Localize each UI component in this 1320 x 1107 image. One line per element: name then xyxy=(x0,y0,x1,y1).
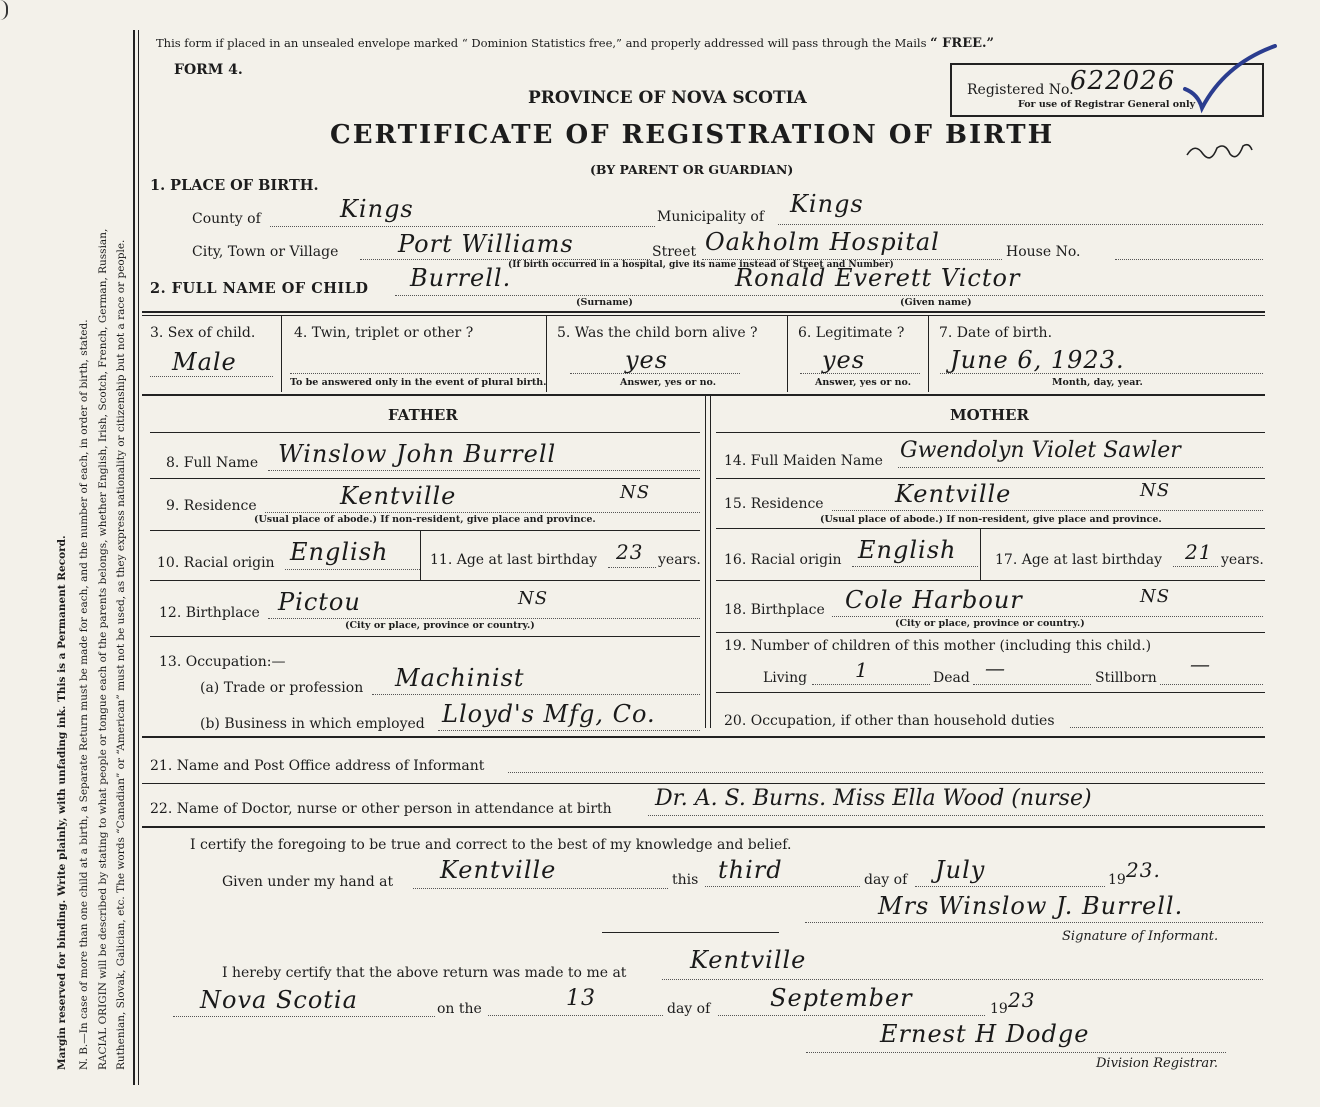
mother-name-line xyxy=(898,467,1263,468)
city-field[interactable]: Port Williams xyxy=(398,230,574,258)
mother-rule-6 xyxy=(716,692,1265,693)
father-residence-line xyxy=(265,512,700,513)
mother-rule-4 xyxy=(716,580,1265,581)
dob-label: 7. Date of birth. xyxy=(939,325,1053,341)
informant-signature[interactable]: Mrs Winslow J. Burrell. xyxy=(878,892,1184,920)
registrar-signature-line xyxy=(806,1052,1226,1053)
margin-line-inner xyxy=(138,30,139,1085)
sex-line xyxy=(150,376,273,377)
informant-label: 21. Name and Post Office address of Informant xyxy=(150,758,485,774)
mother-age-label: 17. Age at last birthday xyxy=(995,552,1163,568)
row3-divider-4 xyxy=(928,316,929,392)
living-line xyxy=(812,684,930,685)
month-field[interactable]: July xyxy=(935,856,986,884)
this-line xyxy=(705,886,860,887)
mother-birthplace-label: 18. Birthplace xyxy=(724,602,825,618)
mother-heading: MOTHER xyxy=(950,406,1029,424)
twin-line xyxy=(290,373,540,374)
father-racial-field[interactable]: English xyxy=(290,538,389,566)
stillborn-label: Stillborn xyxy=(1095,670,1157,686)
side-note-racial-1: RACIAL ORIGIN will be described by stating to what people or tongue each of the parents belongs, whether English, Irish, Scotch, French, German, Russian, xyxy=(97,228,109,1070)
registered-number: 622026 xyxy=(1070,66,1176,96)
mother-residence-line xyxy=(832,510,1263,511)
trade-line xyxy=(372,694,700,695)
dead-line xyxy=(973,684,1091,685)
registrar-province-line xyxy=(173,1016,435,1017)
father-residence-prov[interactable]: NS xyxy=(620,482,651,503)
doctor-line xyxy=(648,815,1263,816)
twin-label: 4. Twin, triplet or other ? xyxy=(294,325,474,341)
stamp-scribble-icon xyxy=(1185,140,1255,165)
county-line xyxy=(270,226,655,227)
given-place-line xyxy=(413,888,668,889)
surname-caption: (Surname) xyxy=(576,297,633,308)
legitimate-field[interactable]: yes xyxy=(822,346,866,374)
living-label: Living xyxy=(763,670,808,686)
father-residence-label: 9. Residence xyxy=(166,498,257,514)
dead-label: Dead xyxy=(933,670,970,686)
page-subtitle: (BY PARENT OR GUARDIAN) xyxy=(590,162,794,177)
registrar-place-line xyxy=(662,979,1263,980)
year-field[interactable]: 23. xyxy=(1126,858,1161,882)
father-name-line xyxy=(268,470,700,471)
mother-name-field[interactable]: Gwendolyn Violet Sawler xyxy=(900,438,1181,463)
child-name-line xyxy=(395,295,1263,296)
year-prefix: 19 xyxy=(1108,872,1126,888)
mother-residence-field[interactable]: Kentville xyxy=(895,480,1012,508)
registrar-signature[interactable]: Ernest H Dodge xyxy=(880,1020,1090,1048)
divider-row3-top-2 xyxy=(142,315,1265,316)
municipality-line xyxy=(778,224,1263,225)
separator-short xyxy=(602,932,779,933)
mother-residence-label: 15. Residence xyxy=(724,496,824,512)
father-rule-2 xyxy=(150,478,700,479)
month-line xyxy=(915,886,1105,887)
on-the-label: on the xyxy=(437,1001,482,1017)
county-label: County of xyxy=(192,211,261,227)
parents-divider-a xyxy=(705,396,706,728)
divider-parents-top xyxy=(142,394,1265,396)
mother-birthplace-prov[interactable]: NS xyxy=(1140,586,1171,607)
trade-field[interactable]: Machinist xyxy=(395,664,525,692)
sex-label: 3. Sex of child. xyxy=(150,325,256,341)
alive-field[interactable]: yes xyxy=(625,346,669,374)
father-name-label: 8. Full Name xyxy=(166,455,259,471)
father-rule-3 xyxy=(150,530,700,531)
side-note-binding: Margin reserved for binding. Write plainly, with unfading ink. This is a Permanent Record. xyxy=(56,535,68,1070)
dead-field[interactable]: — xyxy=(985,656,1006,680)
street-field[interactable]: Oakholm Hospital xyxy=(705,228,940,256)
father-heading: FATHER xyxy=(388,406,458,424)
house-label: House No. xyxy=(1006,244,1081,260)
page-title: CERTIFICATE OF REGISTRATION OF BIRTH xyxy=(330,120,1055,150)
alive-label: 5. Was the child born alive ? xyxy=(557,325,758,341)
row3-divider-3 xyxy=(787,316,788,392)
check-mark-icon xyxy=(1180,44,1280,114)
hospital-note: (If birth occurred in a hospital, give its name instead of Street and Number) xyxy=(508,260,894,270)
dob-caption: Month, day, year. xyxy=(1052,377,1143,388)
father-racial-divider xyxy=(420,530,421,580)
parents-divider-b xyxy=(710,396,711,728)
dob-field[interactable]: June 6, 1923. xyxy=(950,346,1125,374)
father-rule-4 xyxy=(150,580,700,581)
county-field[interactable]: Kings xyxy=(340,195,414,223)
divider-doctor-top xyxy=(142,783,1265,784)
father-rule-1 xyxy=(150,432,700,433)
mother-name-label: 14. Full Maiden Name xyxy=(724,453,883,469)
row3-divider-1 xyxy=(281,316,282,392)
stillborn-line xyxy=(1160,684,1263,685)
registrar-year-prefix: 19 xyxy=(990,1001,1008,1017)
registrar-year-field[interactable]: 23 xyxy=(1008,988,1036,1012)
place-of-birth-heading: 1. PLACE OF BIRTH. xyxy=(150,177,319,194)
father-rule-5 xyxy=(150,636,700,637)
mother-residence-prov[interactable]: NS xyxy=(1140,480,1171,501)
father-birthplace-field[interactable]: Pictou xyxy=(278,588,361,616)
divider-cert-top xyxy=(142,826,1265,828)
mother-racial-line xyxy=(852,566,978,567)
this-label: this xyxy=(672,872,699,888)
informant-signature-line xyxy=(805,922,1263,923)
province-heading: PROVINCE OF NOVA SCOTIA xyxy=(528,88,807,108)
form-number: FORM 4. xyxy=(174,62,243,78)
registrar-month-line xyxy=(718,1015,985,1016)
mother-occupation-line xyxy=(1070,727,1263,728)
side-note-racial-2: Ruthenian, Slovak, Galician, etc. The words “Canadian” or “American” must not be used, as they express nationality or citizenship but not a race or people. xyxy=(115,239,127,1070)
cert-statement: I certify the foregoing to be true and correct to the best of my knowledge and belief. xyxy=(190,837,792,853)
given-caption: (Given name) xyxy=(900,297,972,308)
mother-rule-2 xyxy=(716,478,1265,479)
margin-line xyxy=(133,30,135,1085)
father-racial-label: 10. Racial origin xyxy=(157,555,275,571)
given-label: Given under my hand at xyxy=(222,874,394,890)
mail-notice: This form if placed in an unsealed envelope marked “ Dominion Statistics free,” and properly addressed will pass through the Mails “ FREE.” xyxy=(156,36,995,51)
given-place-field[interactable]: Kentville xyxy=(440,856,557,884)
father-age-field[interactable]: 23 xyxy=(616,540,644,564)
registrar-province-field[interactable]: Nova Scotia xyxy=(200,986,358,1014)
trade-label: (a) Trade or profession xyxy=(200,680,364,696)
registrar-day-field[interactable]: 13 xyxy=(566,986,596,1011)
father-name-field[interactable]: Winslow John Burrell xyxy=(278,440,557,468)
living-field[interactable]: 1 xyxy=(855,658,869,682)
registrar-statement: I hereby certify that the above return was made to me at xyxy=(222,965,627,981)
mother-years: years. xyxy=(1221,552,1264,568)
business-field[interactable]: Lloyd's Mfg, Co. xyxy=(442,700,656,728)
doctor-field[interactable]: Dr. A. S. Burns. Miss Ella Wood (nurse) xyxy=(655,786,1092,811)
registered-label: Registered No. xyxy=(967,82,1074,98)
child-given-field[interactable]: Ronald Everett Victor xyxy=(735,264,1021,292)
registrar-place-field[interactable]: Kentville xyxy=(690,946,807,974)
informant-line xyxy=(508,772,1263,773)
father-birthplace-prov[interactable]: NS xyxy=(518,588,549,609)
mother-racial-field[interactable]: English xyxy=(858,536,957,564)
mother-racial-label: 16. Racial origin xyxy=(724,552,842,568)
mother-age-field[interactable]: 21 xyxy=(1185,540,1213,564)
father-residence-field[interactable]: Kentville xyxy=(340,482,457,510)
mother-age-line xyxy=(1173,566,1218,567)
this-field[interactable]: third xyxy=(718,856,783,884)
father-birthplace-label: 12. Birthplace xyxy=(159,605,260,621)
children-label: 19. Number of children of this mother (including this child.) xyxy=(724,638,1152,654)
registrar-day-line xyxy=(488,1015,663,1016)
mother-birthplace-field[interactable]: Cole Harbour xyxy=(845,586,1023,614)
divider-row3-top xyxy=(142,311,1265,313)
business-label: (b) Business in which employed xyxy=(200,716,425,732)
divider-informant-top xyxy=(142,736,1265,738)
father-residence-note: (Usual place of abode.) If non-resident, give place and province. xyxy=(254,514,596,525)
father-age-label: 11. Age at last birthday xyxy=(430,552,598,568)
mother-occupation-label: 20. Occupation, if other than household duties xyxy=(724,713,1055,729)
father-birthplace-note: (City or place, province or country.) xyxy=(345,620,535,631)
mother-residence-note: (Usual place of abode.) If non-resident, give place and province. xyxy=(820,514,1162,525)
doctor-label: 22. Name of Doctor, nurse or other person in attendance at birth xyxy=(150,801,612,817)
page-edge-mark xyxy=(0,0,8,20)
alive-caption: Answer, yes or no. xyxy=(620,377,717,388)
mother-birthplace-line xyxy=(832,616,1263,617)
city-label: City, Town or Village xyxy=(192,244,339,260)
municipality-field[interactable]: Kings xyxy=(790,190,864,218)
side-note-nb: N. B.—In case of more than one child at a birth, a Separate Return must be made for each, and the number of each, in order of birth, stated. xyxy=(78,319,90,1070)
mother-birthplace-note: (City or place, province or country.) xyxy=(895,618,1085,629)
legitimate-label: 6. Legitimate ? xyxy=(798,325,905,341)
father-years: years. xyxy=(658,552,701,568)
child-name-label: 2. FULL NAME OF CHILD xyxy=(150,280,369,297)
house-line xyxy=(1115,259,1263,260)
child-surname-field[interactable]: Burrell. xyxy=(410,264,512,292)
day-of-label: day of xyxy=(864,872,908,888)
registrar-caption: Division Registrar. xyxy=(1096,1056,1218,1071)
registrar-note: For use of Registrar General only xyxy=(1018,99,1196,110)
mother-racial-divider xyxy=(980,528,981,580)
father-occupation-label: 13. Occupation:— xyxy=(159,654,286,670)
mother-rule-1 xyxy=(716,432,1265,433)
father-racial-line xyxy=(285,569,420,570)
mother-rule-5 xyxy=(716,632,1265,633)
twin-note: To be answered only in the event of plural birth. xyxy=(290,377,547,388)
registrar-day-of-label: day of xyxy=(667,1001,711,1017)
registrar-month-field[interactable]: September xyxy=(770,984,913,1012)
father-age-line xyxy=(608,567,656,568)
legitimate-caption: Answer, yes or no. xyxy=(815,377,912,388)
municipality-label: Municipality of xyxy=(657,209,765,225)
father-birthplace-line xyxy=(268,618,700,619)
street-label: Street xyxy=(652,244,697,260)
signature-caption: Signature of Informant. xyxy=(1062,929,1219,944)
business-line xyxy=(438,730,700,731)
sex-field[interactable]: Male xyxy=(172,348,237,376)
stillborn-field[interactable]: — xyxy=(1190,652,1211,676)
mother-rule-3 xyxy=(716,528,1265,529)
